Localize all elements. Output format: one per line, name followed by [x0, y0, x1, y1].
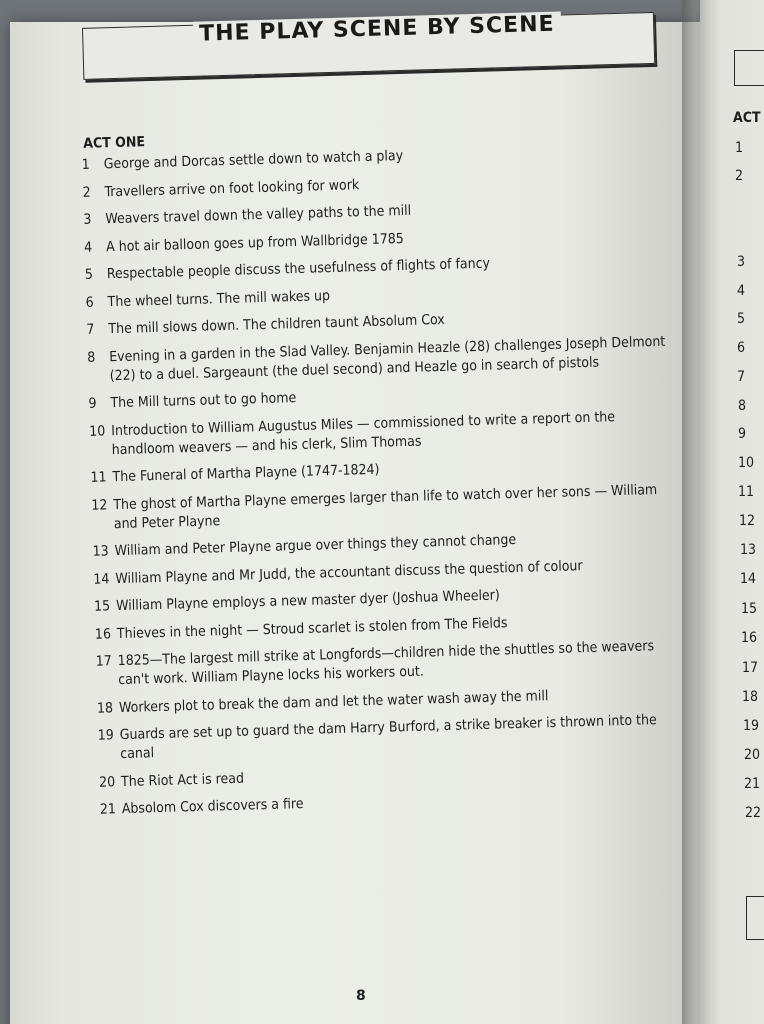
scene-description: William and Peter Playne argue over things they cannot change — [114, 531, 517, 560]
right-act-heading: ACT — [733, 110, 761, 126]
right-scene-number: 11 — [738, 484, 755, 500]
right-scene-number: 4 — [737, 283, 746, 299]
right-scene-number: 19 — [743, 718, 760, 734]
scene-description: Travellers arrive on foot looking for work — [104, 176, 360, 200]
scene-description: William Playne employs a new master dyer (Joshua Wheeler) — [115, 587, 501, 615]
right-scene-number: 21 — [744, 776, 761, 792]
right-scene-number: 1 — [735, 140, 744, 156]
scene-description: A hot air balloon goes up from Wallbridge 1785 — [105, 230, 404, 255]
right-scene-number: 18 — [742, 689, 759, 705]
right-bottom-box — [746, 896, 764, 940]
scene-description: Guards are set up to guard the dam Harry Burford, a strike breaker is thrown into the canal — [119, 712, 657, 763]
scene-number: 16 — [94, 625, 112, 643]
right-scene-number: 20 — [744, 747, 761, 763]
scene-number: 5 — [84, 266, 94, 283]
scene-number: 14 — [93, 570, 110, 588]
right-scene-number: 22 — [745, 805, 762, 821]
scene-number: 15 — [93, 598, 111, 615]
scene-description: Respectable people discuss the usefulness of flights of fancy — [106, 255, 491, 283]
scene-description: Weavers travel down the valley paths to the mill — [105, 202, 412, 228]
right-title-box — [734, 50, 764, 86]
scene-description: Evening in a garden in the Slad Valley. Benjamin Heazle (28) challenges Joseph Delmont (22) to a duel. Sargeaunt (the duel second) and Heazle go in search of pistols — [108, 333, 666, 384]
right-scene-number: 10 — [738, 455, 755, 471]
scene-number: 1 — [81, 156, 91, 173]
scene-description: The wheel turns. The mill wakes up — [107, 287, 331, 310]
scene-description: 1825—The largest mill strike at Longfords—children hide the shuttles so the weavers can't work. William Playne locks his workers out. — [117, 638, 655, 689]
act-heading: ACT ONE — [83, 134, 146, 152]
scene-description: Introduction to William Augustus Miles — commissioned to write a report on the handloom weavers — and his clerk, Slim Thomas — [111, 408, 616, 458]
scene-description: Thieves in the night — Stroud scarlet is stolen from The Fields — [116, 614, 508, 642]
left-page-content — [78, 12, 690, 829]
scene-description: George and Dorcas settle down to watch a play — [103, 147, 404, 173]
scene-number: 18 — [96, 699, 114, 717]
scene-number: 2 — [82, 184, 91, 201]
right-scene-number: 14 — [740, 571, 757, 587]
right-scene-number: 12 — [739, 513, 756, 529]
scene-number: 9 — [88, 395, 97, 412]
scene-item — [87, 332, 678, 386]
scene-list — [82, 139, 690, 819]
scene-number: 19 — [97, 727, 115, 744]
scene-description: William Playne and Mr Judd, the accountant discuss the question of colour — [115, 557, 583, 587]
scene-number: 11 — [90, 469, 107, 486]
scene-description: The Mill turns out to go home — [110, 390, 297, 412]
page-title: THE PLAY SCENE BY SCENE — [193, 12, 561, 47]
right-scene-number: 15 — [741, 601, 758, 617]
scene-number: 17 — [95, 653, 112, 670]
right-page — [700, 0, 764, 1024]
right-scene-number: 5 — [737, 311, 746, 327]
scene-item — [98, 710, 689, 764]
scene-number: 6 — [85, 294, 94, 311]
right-scene-number: 9 — [738, 426, 747, 442]
scene-number: 13 — [92, 543, 109, 560]
scene-number: 7 — [86, 321, 95, 338]
right-scene-number: 17 — [742, 660, 759, 676]
scene-description: Absolom Cox discovers a fire — [121, 796, 304, 818]
scene-number: 20 — [98, 773, 116, 791]
scene-number: 8 — [86, 349, 96, 366]
scene-description: The Riot Act is read — [120, 770, 245, 790]
right-scene-number: 6 — [737, 340, 746, 356]
right-scene-number: 16 — [741, 630, 758, 646]
scene-item — [95, 636, 686, 690]
right-scene-number: 8 — [738, 398, 747, 414]
right-scene-number: 2 — [735, 168, 744, 184]
scene-number: 10 — [89, 422, 106, 440]
scene-number: 4 — [83, 239, 93, 256]
scene-item — [91, 480, 682, 534]
scene-item — [89, 406, 680, 460]
right-scene-number: 3 — [737, 254, 746, 270]
scene-description: The ghost of Martha Playne emerges larger than life to watch over her sons — William and Peter Playne — [113, 481, 658, 532]
scene-description: Workers plot to break the dam and let the water wash away the mill — [118, 687, 549, 716]
scene-number: 21 — [99, 801, 117, 818]
scene-number: 3 — [83, 211, 92, 228]
right-scene-number: 13 — [740, 542, 757, 558]
page-number: 8 — [356, 988, 366, 1004]
right-scene-number: 7 — [737, 369, 746, 385]
book-gutter — [682, 0, 708, 1024]
scene-number: 12 — [91, 496, 108, 514]
scene-description: The Funeral of Martha Playne (1747-1824) — [112, 461, 380, 486]
scene-description: The mill slows down. The children taunt Absolum Cox — [108, 311, 445, 338]
